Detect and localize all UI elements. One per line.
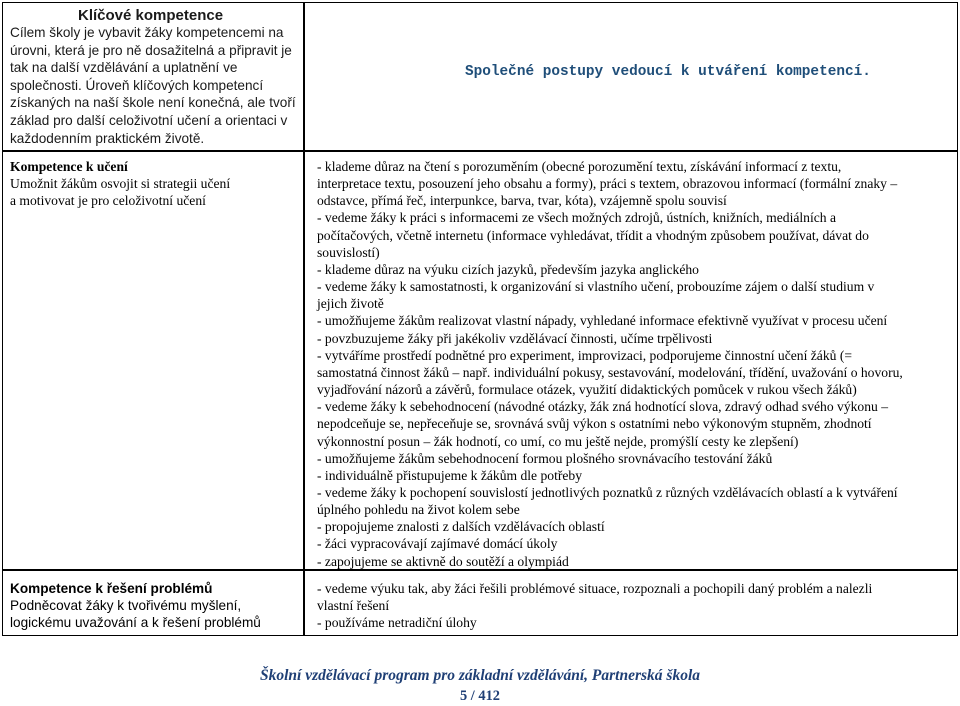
competence-learning-cell bbox=[2, 151, 304, 570]
strategies-learning-cell bbox=[304, 151, 958, 570]
page-number: 5 / 412 bbox=[460, 688, 500, 704]
strategies-problems-cell bbox=[304, 570, 958, 636]
strategy-line: - umožňujeme žákům sebehodnocení formou plošného srovnávacího testování žáků bbox=[317, 450, 773, 466]
competence-problems-title: Kompetence k řešení problémů bbox=[10, 581, 213, 596]
competence-learning-line: Umožnit žákům osvojit si strategii učení bbox=[10, 176, 231, 192]
strategy-line: jejich životě bbox=[317, 296, 384, 312]
competence-problems-line: Podněcovat žáky k tvořivému myšlení, bbox=[10, 598, 242, 614]
strategy-line: - vedeme žáky k samostatnosti, k organizování si vlastního učení, probouzíme zájem o další studium v bbox=[317, 279, 875, 295]
strategy-line: vyjadřování názorů a závěrů, formulace otázek, využití didaktických pomůcek v rukou všech žáků) bbox=[317, 382, 857, 398]
intro-cell bbox=[2, 2, 304, 151]
footer-title: Školní vzdělávací program pro základní vzdělávání, Partnerská škola bbox=[259, 667, 701, 684]
intro-line: Cílem školy je vybavit žáky kompetencemi na bbox=[10, 25, 284, 40]
competence-learning-title: Kompetence k učení bbox=[10, 159, 128, 174]
competence-problems-line: logickému uvažování a k řešení problémů bbox=[10, 615, 261, 631]
strategy-line: - vedeme výuku tak, aby žáci řešili problémové situace, rozpoznali a pochopili daný problém a nalezli bbox=[317, 581, 873, 596]
strategy-line: - používáme netradiční úlohy bbox=[317, 615, 477, 631]
intro-line: tak na další vzdělávání a uplatnění ve bbox=[10, 60, 238, 76]
strategy-line: - vedeme žáky k pochopení souvislostí jednotlivých poznatků z různých vzdělávacích oblastí a k vytváření bbox=[317, 484, 898, 500]
strategy-line: odstavce, přímá řeč, interpunkce, barva, tvar, kóta), vzájemně spolu souvisí bbox=[317, 193, 727, 209]
intro-line: každodenním praktickém životě. bbox=[10, 130, 205, 146]
intro-line: základ pro další celoživotní učení a orientaci v bbox=[10, 112, 288, 128]
strategy-line: - vytváříme prostředí podnětné pro experiment, improvizaci, podporujeme činnostní učení žáků (= bbox=[317, 347, 853, 363]
strategies-heading: Společné postupy vedoucí k utváření kompetencí. bbox=[465, 64, 871, 80]
strategy-line: souvislostí) bbox=[317, 244, 380, 260]
strategy-line: vlastní řešení bbox=[317, 598, 390, 614]
strategy-line: - zapojujeme se aktivně do soutěží a olympiád bbox=[317, 553, 569, 569]
strategy-line: samostatná činnost žáků – např. individuální pokusy, sestavování, modelování, třídění, uvažování o hovoru, bbox=[317, 364, 903, 380]
strategy-line: - individuálně přistupujeme k žákům dle potřeby bbox=[317, 467, 583, 483]
strategy-line: - klademe důraz na výuku cizích jazyků, především jazyka anglického bbox=[317, 261, 699, 277]
intro-line: úrovni, která je pro ně dosažitelná a připravit je bbox=[10, 42, 292, 58]
strategy-line: počítačových, včetně internetu (informace vyhledávat, třídit a vhodným způsobem používat, dávat do bbox=[317, 227, 869, 243]
page-footer bbox=[0, 666, 960, 706]
intro-line: získaných na naší škole není konečná, ale tvoří bbox=[10, 95, 296, 111]
strategy-line: - klademe důraz na čtení s porozuměním (obecné porozumění textu, získávání informací z textu, bbox=[317, 159, 842, 174]
strategy-line: - vedeme žáky k práci s informacemi ze všech možných zdrojů, ústních, knižních, mediálních a bbox=[317, 210, 837, 226]
strategy-line: - povzbuzujeme žáky při jakékoliv vzdělávací činnosti, učíme trpělivosti bbox=[317, 330, 713, 346]
strategy-line: - propojujeme znalosti z dalších vzdělávacích oblastí bbox=[317, 519, 605, 535]
strategy-line: - umožňujeme žákům realizovat vlastní nápady, vyhledané informace efektivně využívat v procesu učení bbox=[317, 313, 888, 329]
strategy-line: - žáci vypracovávají zajímavé domácí úkoly bbox=[317, 536, 558, 552]
strategy-line: interpretace textu, posouzení jeho obsahu a formy), práci s textem, obrazovou informací (formální znaky – bbox=[317, 176, 898, 192]
competence-problems-cell bbox=[2, 570, 304, 636]
strategy-line: úplného pohledu na život kolem sebe bbox=[317, 502, 520, 518]
strategy-line: - vedeme žáky k sebehodnocení (návodné otázky, žák zná hodnotící slova, zdravý odhad svého výkonu – bbox=[317, 399, 889, 415]
intro-title: Klíčové kompetence bbox=[78, 7, 224, 24]
strategy-line: výkonnostní posun – žák hodnotí, co umí, co mu ještě nejde, promýšlí cesty ke zlepšení) bbox=[317, 433, 799, 449]
competence-learning-line: a motivovat je pro celoživotní učení bbox=[10, 193, 206, 209]
strategy-line: nepodceňuje se, nepřeceňuje se, srovnává svůj výkon s ostatními nebo výkonovým stupněm, zhodnotí bbox=[317, 416, 872, 432]
intro-line: společnosti. Úroveň klíčových kompetencí bbox=[10, 77, 264, 93]
strategies-heading-cell bbox=[304, 2, 958, 151]
